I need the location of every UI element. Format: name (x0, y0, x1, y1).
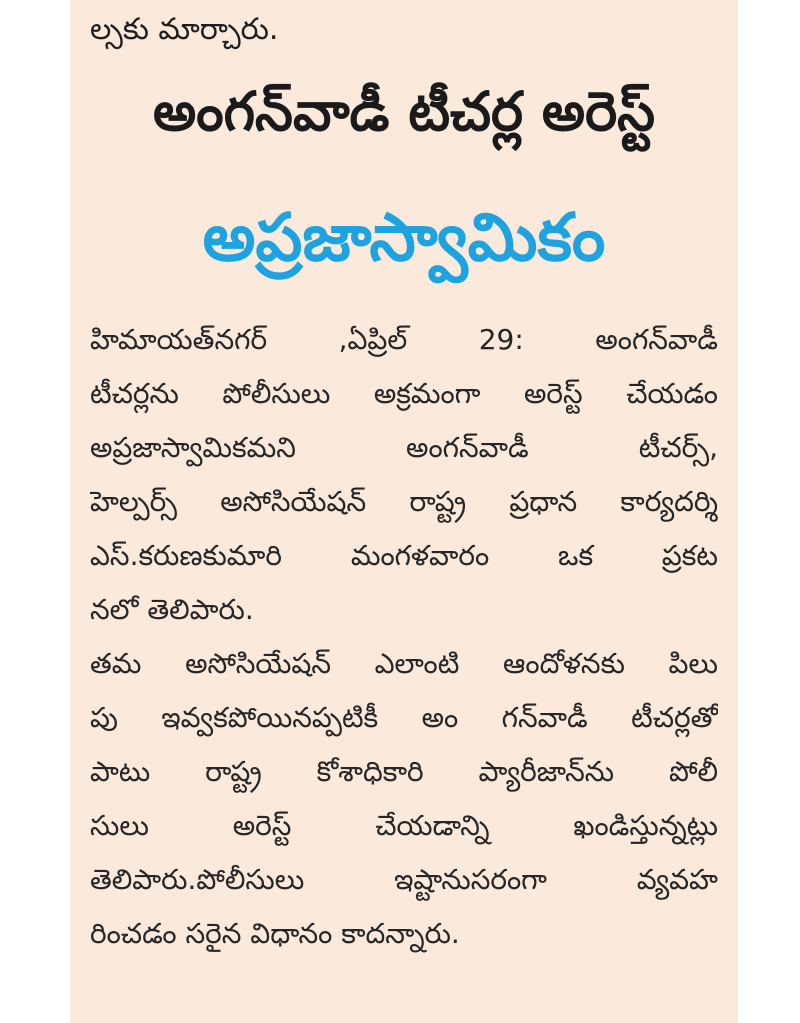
article-subheadline: అప్రజాస్వామికం (202, 199, 606, 276)
body-line: నలో తెలిపారు. (90, 593, 254, 626)
article-headline: అంగన్‌వాడీ టీచర్ల అరెస్ట్ (153, 80, 655, 143)
article-body (90, 313, 718, 961)
body-line: ఎస్.కరుణకుమారి మంగళవారం ఒక ప్రకట (90, 539, 718, 572)
body-line: తెలిపారు.పోలీసులు ఇష్టానుసరంగా వ్యవహ (90, 863, 718, 896)
body-line: తమ అసోసియేషన్ ఎలాంటి ఆందోళనకు పిలు (90, 647, 718, 680)
previous-article-tail: ల్సకు మార్చారు. (90, 12, 279, 47)
newspaper-clipping (70, 0, 738, 1023)
body-line: రించడం సరైన విధానం కాదన్నారు. (90, 917, 460, 950)
body-line: అప్రజాస్వామికమని అంగన్‌వాడీ టీచర్స్, (90, 431, 718, 464)
body-line: పు ఇవ్వకపోయినప్పటికీ అం గన్‌వాడీ టీచర్లతో (90, 701, 718, 734)
body-line: టీచర్లను పోలీసులు అక్రమంగా అరెస్ట్ చేయడం (90, 377, 718, 410)
body-line: పాటు రాష్ట్ర కోశాధికారి ప్యారీజాన్‌ను పోలీ (90, 755, 718, 788)
body-line: హెల్పర్స్ అసోసియేషన్ రాష్ట్ర ప్రధాన కార్యదర్శి (90, 485, 718, 518)
body-line: సులు అరెస్ట్ చేయడాన్ని ఖండిస్తున్నట్లు (90, 809, 718, 842)
body-line: హిమాయత్‌నగర్ ,ఏప్రిల్ 29: అంగన్‌వాడీ (90, 323, 718, 356)
